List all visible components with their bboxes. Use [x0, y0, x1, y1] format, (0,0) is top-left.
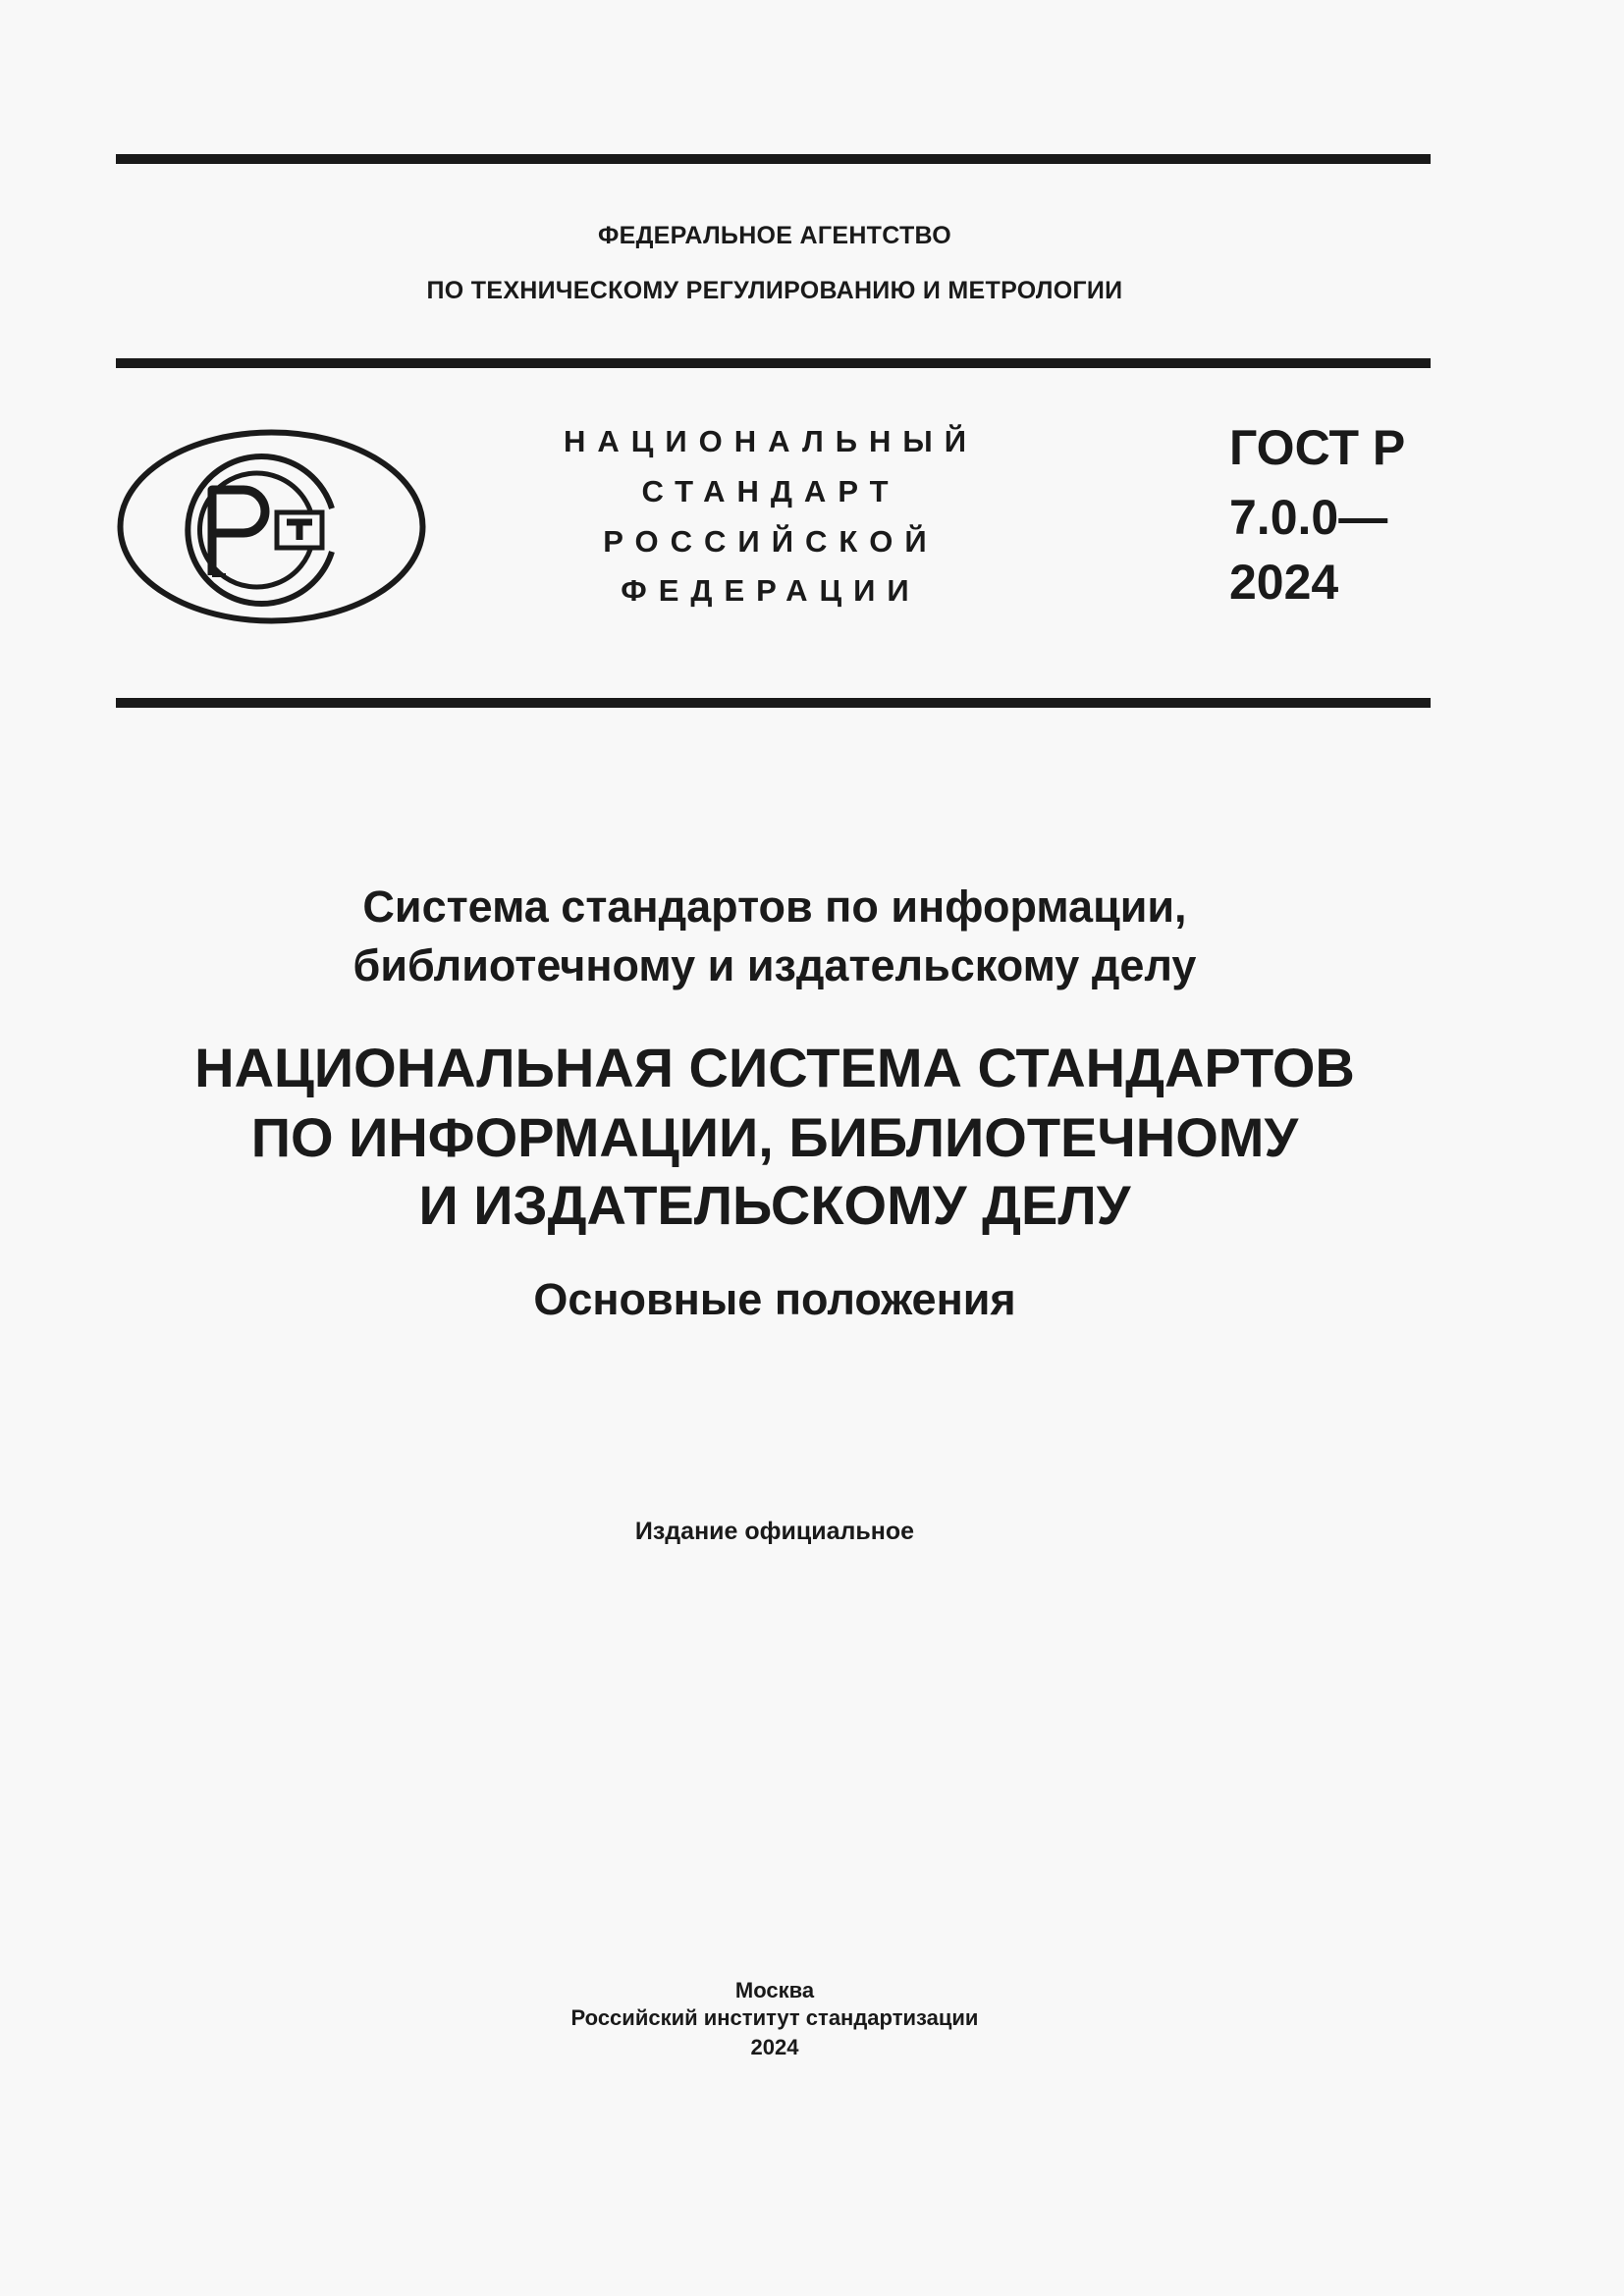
- imprint-city: Москва: [734, 1978, 815, 2002]
- imprint-publisher: Российский институт стандартизации: [570, 2005, 979, 2030]
- main-title-line-1: НАЦИОНАЛЬНАЯ СИСТЕМА СТАНДАРТОВ: [194, 1037, 1355, 1098]
- main-title-line-3: И ИЗДАТЕЛЬСКОМУ ДЕЛУ: [418, 1174, 1131, 1236]
- header-rule: [116, 358, 1431, 368]
- series-title-line-2: библиотечному и издательскому делу: [352, 940, 1197, 990]
- imprint-year: 2024: [750, 2035, 799, 2059]
- designation-line-1: ГОСТ Р: [1229, 420, 1406, 475]
- designation-line-3: 2024: [1229, 555, 1339, 610]
- standard-type-line-2: СТАНДАРТ: [641, 474, 900, 508]
- rst-certification-mark-icon: [116, 428, 427, 625]
- agency-line-1: ФЕДЕРАЛЬНОЕ АГЕНТСТВО: [597, 222, 952, 249]
- header-bottom-rule: [116, 698, 1431, 708]
- standard-type-line-1: НАЦИОНАЛЬНЫЙ: [563, 424, 979, 458]
- standard-type-line-4: ФЕДЕРАЦИИ: [621, 573, 921, 608]
- subtitle: Основные положения: [533, 1274, 1016, 1324]
- main-title-line-2: ПО ИНФОРМАЦИИ, БИБЛИОТЕЧНОМУ: [250, 1106, 1299, 1168]
- designation-line-2: 7.0.0—: [1229, 490, 1388, 545]
- edition-note: Издание официальное: [634, 1518, 915, 1545]
- standard-type-line-3: РОССИЙСКОЙ: [603, 524, 939, 559]
- top-rule: [116, 154, 1431, 164]
- series-title-line-1: Система стандартов по информации,: [362, 881, 1187, 932]
- agency-line-2: ПО ТЕХНИЧЕСКОМУ РЕГУЛИРОВАНИЮ И МЕТРОЛОГИИ: [426, 277, 1123, 304]
